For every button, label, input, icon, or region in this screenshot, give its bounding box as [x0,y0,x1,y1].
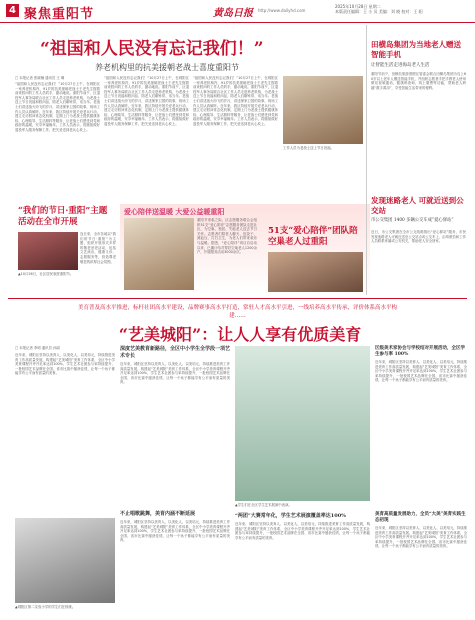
story3-body: 重阳节来临之际，区志愿服务联合会组织51支“爱心陪伴”志愿服务团队走进社区，为空巢、独居、失能老人送去节日关怀。志愿者们陪老人聊天、包饺子、测血压、打扫卫生，为老人们带来欢乐与温暖。据悉，“爱心陪伴”项目自启动以来，已累计结对帮扶空巢老人1200余户，开展服务活动3000余次。 [197,218,257,255]
story2-photo-caption: ▲10月26日，社区居民欢度重阳节。 [18,272,74,276]
right-body: 重阳节前夕，田横岛旅游度假区管委会联合田横岛集团为岛上60岁以上老年人赠送智能手机，并组织志愿者手把手教老人使用微信视频通话、健康码查询、线上缴费等功能，帮助老人跨越“数字鸿沟”，享受智能生活带来的便利。 [371,72,466,90]
story2-photo [18,232,78,270]
right-subheadline: 让智能生活走进海岛老人生活 [371,63,430,68]
lead-headline: “祖国和人民没有忘记我们！” [40,39,264,59]
bottom-photo-left [15,518,115,603]
story3-photo-right [268,252,363,292]
story2-headline: “我们的节日·重阳”主题活动在全市开展 [18,206,108,227]
masthead [0,0,475,23]
right-body2: 近日，市公交集团在全市公交线路推出“爱心驿站”服务，市民发现迷路老人可就近送至公交站点或公交车上，由驾驶员和工作人员联系家属或公安机关，帮助老人安全回家。 [371,230,466,244]
bottom-photo-center [235,346,370,501]
column-rule [366,25,367,295]
bottom-section1-heading: 深度艺美教育新路径，全区中小学生全学段一项艺术专长 [120,346,231,359]
website-url: http://www.dailyhd.com [258,8,306,13]
right-subheadline2: 市公交集团 1400 多辆公交车成“爱心驿站” [371,218,454,223]
bottom-photo-caption-left: ▲城阳区第二实验小学的学生们在排练。 [15,605,76,609]
lead-photo [283,76,363,144]
bottom-byline: □ 本报记者 李明 通讯员 孙丽 [15,346,60,350]
right-headline: 田横岛集团为当地老人赠送智能手机 [371,40,461,59]
bottom-section4-heading: 区级美术家协会与学校结对开展活动，全区学生参与率 100% [375,346,465,357]
bottom-deck: 美育普及高水平推进，标杆社团高水平建设，品牌赛事高水平打造，常驻人才高水平引进，一线培养高水平传承，评价体系高水平构建…… [77,305,397,319]
story3-photo-left [124,218,194,290]
newspaper-logo: 黄岛日报 [213,8,253,19]
story3-banner: 爱心陪伴送温暖 大爱公益暖重阳 [124,207,225,216]
bottom-section5-heading: 美育高质量发展助力，全员“大美”美育实践生态初现 [375,512,466,523]
page-section-title: 聚焦重阳节 [24,7,95,22]
bottom-body-col6: 近年来，城阳区坚持以美育人、以美化人、以美培元，持续推进美育工作高质量发展，构建起“艺美城阳”美育工作体系，全区中小学美育课程开齐开足率达到100%，学生艺术社团参与率持续提升，一批校园艺术品牌在全国、省市比赛中屡获佳绩，让每一个孩子都能享有公平而有质量的美育。 [375,526,467,549]
lead-subheadline: 养老机构里的抗美援朝老战士喜度重阳节 [95,63,239,72]
bottom-body-col5: 近年来，城阳区坚持以美育人、以美化人、以美培元，持续推进美育工作高质量发展，构建起“艺美城阳”美育工作体系，全区中小学美育课程开齐开足率达到100%，学生艺术社团参与率持续提升，一批校园艺术品牌在全国、省市比赛中屡获佳绩，让每一个孩子都能享有公平而有质量的美育。 [375,360,467,383]
bottom-headline: “艺美城阳”：让人人享有优质美育 [118,325,362,344]
bottom-body-col3: 近年来，城阳区坚持以美育人、以美化人、以美培元，持续推进美育工作高质量发展，构建起“艺美城阳”美育工作体系，全区中小学美育课程开齐开足率达到100%，学生艺术社团参与率持续提升，一批校园艺术品牌在全国、省市比赛中屡获佳绩，让每一个孩子都能享有公平而有质量的美育。 [120,520,230,543]
bottom-section3-heading: “两团”大赛常年化，学生艺术展演覆盖率达100% [235,513,346,519]
story3-headline: 51支“爱心陪伴”团队陪空巢老人过重阳 [268,226,358,247]
bottom-section2-heading: 不止唱歌跳舞，美育内涵不断延展 [120,511,196,517]
page-number: 4 [6,4,19,17]
section-divider [8,298,467,299]
date-line [335,4,470,14]
bottom-photo-caption-center: ▲学生们在全区学生艺术展演中表演。 [235,503,292,507]
editor-credits: 本版责任编辑：王 小 贝 美编：刘 晓 校对：王 阳 [335,9,423,14]
story2-body: 连日来，全市各地以“我们的节日·重阳”为主题，组织开展形式多样的敬老爱老活动，包括文艺演出、健康义诊、志愿服务等，营造尊老敬老的浓厚社会氛围。 [80,232,116,264]
right-headline2: 发现迷路老人 可就近送到公交站 [371,196,464,215]
bottom-body-col1: 近年来，城阳区坚持以美育人、以美化人、以美培元，持续推进美育工作高质量发展，构建起“艺美城阳”美育工作体系，全区中小学美育课程开齐开足率达到100%，学生艺术社团参与率持续提升，一批校园艺术品牌在全国、省市比赛中屡获佳绩，让每一个孩子都能享有公平而有质量的美育。 [15,353,115,376]
bottom-body-col4: 近年来，城阳区坚持以美育人、以美化人、以美培元，持续推进美育工作高质量发展，构建起“艺美城阳”美育工作体系，全区中小学美育课程开齐开足率达到100%，学生艺术社团参与率持续提升，一批校园艺术品牌在全国、省市比赛中屡获佳绩，让每一个孩子都能享有公平而有质量的美育。 [235,522,370,540]
lead-body-col3: “祖国和人民没有忘记我们！”10月27日上午，在城阳区一家养老机构内，91岁的抗美援朝老战士王老先生握着前来慰问的工作人员的手，激动地说。重阳节前夕，区退役军人事务局联合社区工作人员走进养老机构，为老战士送上节日祝福和慰问品，陪老人们聊家常、话当年。老战士们讲述战火纷飞的岁月，讲述保家卫国的故事，现场工作人员认真倾听。近年来，我区持续开展关爱老兵行动，建立走访慰问常态化机制，定期上门为老战士提供健康体检、心理疏导、生活照料等服务，让老战士们感受到党和政府的温暖，安享幸福晚年。工作人员表示，将继续做好退役军人服务保障工作，把关爱送到老兵心坎上。 [193,76,278,126]
lead-body-col1: “祖国和人民没有忘记我们！”10月27日上午，在城阳区一家养老机构内，91岁的抗美援朝老战士王老先生握着前来慰问的工作人员的手，激动地说。重阳节前夕，区退役军人事务局联合社区工作人员走进养老机构，为老战士送上节日祝福和慰问品，陪老人们聊家常、话当年。老战士们讲述战火纷飞的岁月，讲述保家卫国的故事，现场工作人员认真倾听。近年来，我区持续开展关爱老兵行动，建立走访慰问常态化机制，定期上门为老战士提供健康体检、心理疏导、生活照料等服务，让老战士们感受到党和政府的温暖，安享幸福晚年。工作人员表示，将继续做好退役军人服务保障工作，把关爱送到老兵心坎上。 [15,82,100,132]
lead-photo-caption: 工作人员为老战士送上节日祝福。 [283,146,334,150]
bottom-body-col2: 近年来，城阳区坚持以美育人、以美化人、以美培元，持续推进美育工作高质量发展，构建起“艺美城阳”美育工作体系，全区中小学美育课程开齐开足率达到100%，学生艺术社团参与率持续提升，一批校园艺术品牌在全国、省市比赛中屡获佳绩，让每一个孩子都能享有公平而有质量的美育。 [120,362,230,385]
lead-byline: □ 本报记者 张晓楠 通讯员 王 琳 [15,76,65,80]
issue-date: 2025年10月28日 星期二 [335,4,381,9]
lead-body-col2: “祖国和人民没有忘记我们！”10月27日上午，在城阳区一家养老机构内，91岁的抗美援朝老战士王老先生握着前来慰问的工作人员的手，激动地说。重阳节前夕，区退役军人事务局联合社区工作人员走进养老机构，为老战士送上节日祝福和慰问品，陪老人们聊家常、话当年。老战士们讲述战火纷飞的岁月，讲述保家卫国的故事，现场工作人员认真倾听。近年来，我区持续开展关爱老兵行动，建立走访慰问常态化机制，定期上门为老战士提供健康体检、心理疏导、生活照料等服务，让老战士们感受到党和政府的温暖，安享幸福晚年。工作人员表示，将继续做好退役军人服务保障工作，把关爱送到老兵心坎上。 [104,76,189,126]
